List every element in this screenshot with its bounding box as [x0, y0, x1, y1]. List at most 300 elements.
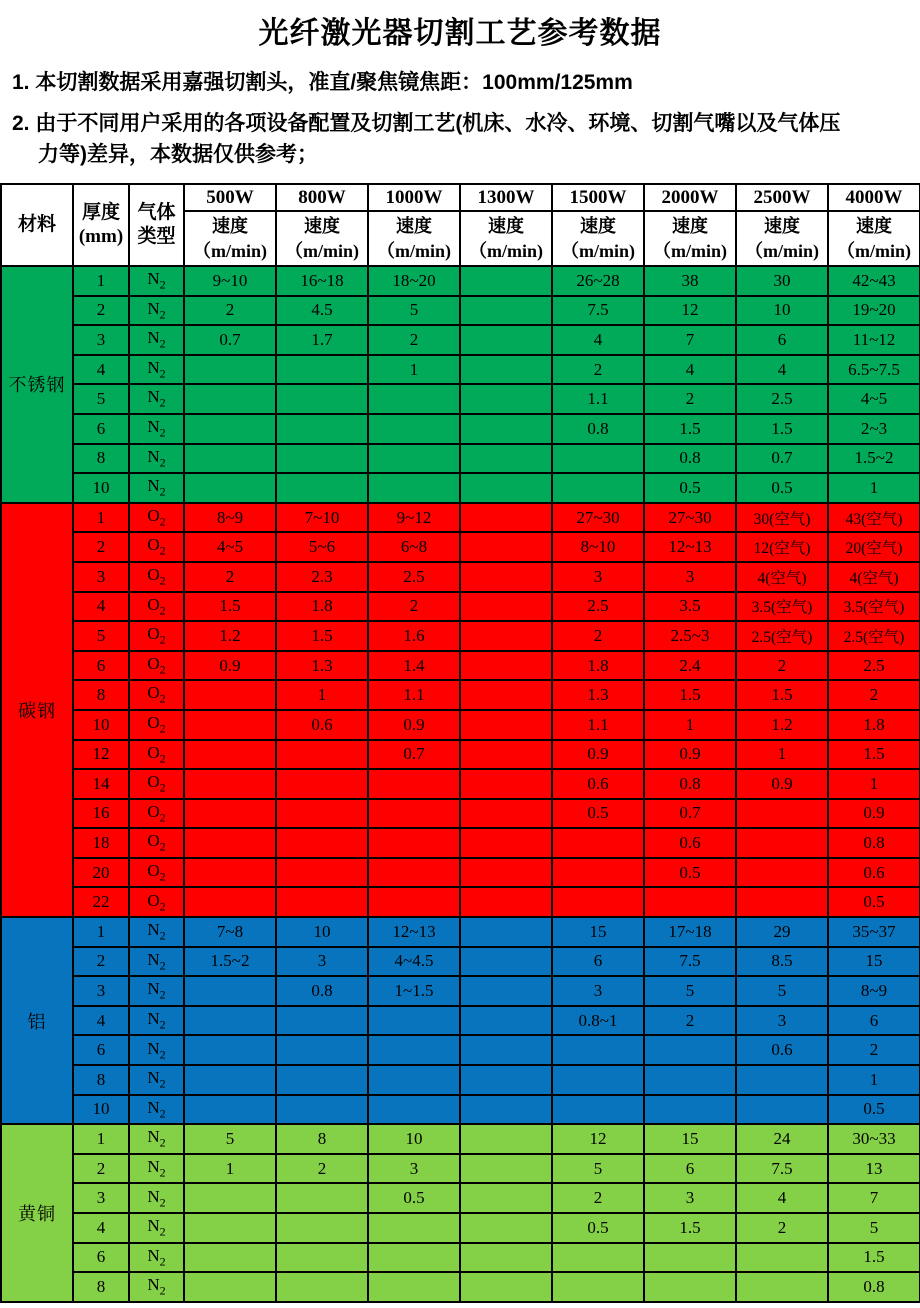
thickness-cell: 5: [73, 621, 129, 651]
speed-cell: [368, 858, 460, 888]
speed-cell: 6: [644, 1154, 736, 1184]
speed-cell: 1: [276, 680, 368, 710]
speed-cell: [276, 1213, 368, 1243]
speed-cell: 4: [644, 355, 736, 385]
speed-cell: 18~20: [368, 266, 460, 296]
speed-cell: [460, 1213, 552, 1243]
thickness-cell: 4: [73, 355, 129, 385]
table-row: [1, 976, 920, 1006]
speed-cell: [460, 592, 552, 622]
speed-cell: 5~6: [276, 532, 368, 562]
thickness-cell: 3: [73, 325, 129, 355]
speed-cell: [644, 1035, 736, 1065]
speed-label: 速度: [856, 216, 892, 237]
table-row: [1, 917, 920, 947]
table-row: [1, 532, 920, 562]
speed-cell: [184, 680, 276, 710]
table-row: [1, 947, 920, 977]
speed-cell: 5: [184, 1124, 276, 1154]
speed-cell: 7.5: [736, 1154, 828, 1184]
speed-cell: 1.4: [368, 651, 460, 681]
speed-cell: [368, 1035, 460, 1065]
speed-header: [368, 211, 460, 266]
speed-cell: 0.8: [644, 769, 736, 799]
speed-cell: 0.5: [368, 1183, 460, 1213]
speed-cell: [184, 769, 276, 799]
table-row: [1, 1183, 920, 1213]
speed-cell: 4(空气): [828, 562, 920, 592]
table-row: [1, 473, 920, 503]
speed-cell: [184, 1065, 276, 1095]
table-row: [1, 621, 920, 651]
speed-cell: 2.5(空气): [828, 621, 920, 651]
gas-type-cell: $N_2$: [129, 1213, 184, 1243]
speed-cell: 0.5: [644, 473, 736, 503]
speed-cell: 7~8: [184, 917, 276, 947]
speed-cell: 0.9: [644, 740, 736, 770]
speed-cell: [184, 858, 276, 888]
speed-cell: 0.8: [644, 444, 736, 474]
speed-cell: [276, 1095, 368, 1125]
gas-type-cell: $N_2$: [129, 947, 184, 977]
speed-cell: 2.5(空气): [736, 621, 828, 651]
power-header-1300w: 1300W: [460, 184, 552, 211]
speed-cell: [276, 1065, 368, 1095]
speed-cell: 30~33: [828, 1124, 920, 1154]
speed-cell: 0.5: [736, 473, 828, 503]
speed-cell: [460, 444, 552, 474]
notes-block: [12, 68, 920, 170]
speed-cell: 4(空气): [736, 562, 828, 592]
speed-cell: [460, 384, 552, 414]
speed-cell: 12: [644, 296, 736, 326]
material-cell: 黄铜: [1, 1124, 73, 1302]
speed-cell: [736, 1095, 828, 1125]
speed-cell: [368, 1006, 460, 1036]
table-row: [1, 887, 920, 917]
speed-cell: [368, 414, 460, 444]
material-cell: 铝: [1, 917, 73, 1124]
speed-cell: 2: [184, 562, 276, 592]
speed-cell: 2.3: [276, 562, 368, 592]
speed-cell: [460, 651, 552, 681]
speed-cell: [276, 473, 368, 503]
speed-cell: [368, 1243, 460, 1273]
speed-cell: 2.5: [552, 592, 644, 622]
speed-header: [644, 211, 736, 266]
speed-cell: [184, 1035, 276, 1065]
speed-cell: [184, 414, 276, 444]
table-row: [1, 1065, 920, 1095]
speed-cell: [184, 740, 276, 770]
speed-cell: 12~13: [368, 917, 460, 947]
speed-cell: 8.5: [736, 947, 828, 977]
speed-cell: 4~5: [184, 532, 276, 562]
speed-unit: （m/min): [653, 240, 727, 261]
page-title: 光纤激光器切割工艺参考数据: [258, 17, 662, 50]
speed-cell: 5: [736, 976, 828, 1006]
table-row: [1, 1213, 920, 1243]
speed-cell: 4.5: [276, 296, 368, 326]
speed-cell: [552, 1272, 644, 1302]
speed-cell: 27~30: [644, 503, 736, 533]
thickness-cell: 2: [73, 1154, 129, 1184]
table-row: [1, 1124, 920, 1154]
thickness-cell: 1: [73, 503, 129, 533]
speed-cell: [460, 325, 552, 355]
speed-cell: 1.8: [552, 651, 644, 681]
speed-cell: 10: [736, 296, 828, 326]
speed-cell: 10: [368, 1124, 460, 1154]
speed-cell: 0.5: [828, 887, 920, 917]
speed-cell: 1.5: [736, 414, 828, 444]
speed-cell: [552, 887, 644, 917]
speed-cell: 5: [828, 1213, 920, 1243]
thickness-cell: 4: [73, 1213, 129, 1243]
speed-cell: 20(空气): [828, 532, 920, 562]
speed-cell: 5: [552, 1154, 644, 1184]
speed-cell: 1.5: [828, 740, 920, 770]
speed-cell: 4: [736, 355, 828, 385]
speed-cell: 2.5: [828, 651, 920, 681]
speed-cell: [368, 1213, 460, 1243]
table-row: [1, 562, 920, 592]
speed-cell: [644, 1095, 736, 1125]
speed-cell: 0.7: [184, 325, 276, 355]
gas-type-cell: $O_2$: [129, 887, 184, 917]
speed-cell: [552, 858, 644, 888]
thickness-cell: 3: [73, 562, 129, 592]
gas-type-cell: $O_2$: [129, 592, 184, 622]
speed-cell: 3: [644, 1183, 736, 1213]
speed-label: 速度: [580, 216, 616, 237]
speed-label: 速度: [672, 216, 708, 237]
speed-cell: [460, 828, 552, 858]
thickness-cell: 12: [73, 740, 129, 770]
speed-cell: 3: [644, 562, 736, 592]
speed-label: 速度: [304, 216, 340, 237]
speed-cell: 1~1.5: [368, 976, 460, 1006]
speed-cell: 1.5: [276, 621, 368, 651]
speed-label: 速度: [212, 216, 248, 237]
speed-cell: [276, 384, 368, 414]
thickness-cell: 6: [73, 1035, 129, 1065]
speed-unit: （m/min): [469, 240, 543, 261]
gas-type-cell: $N_2$: [129, 473, 184, 503]
gas-type-cell: $O_2$: [129, 769, 184, 799]
speed-cell: 43(空气): [828, 503, 920, 533]
gas-type-cell: $O_2$: [129, 740, 184, 770]
speed-cell: 2~3: [828, 414, 920, 444]
table-row: [1, 828, 920, 858]
speed-cell: 17~18: [644, 917, 736, 947]
table-row: [1, 769, 920, 799]
speed-unit: （m/min): [561, 240, 635, 261]
gas-type-cell: $N_2$: [129, 384, 184, 414]
speed-cell: 2: [828, 1035, 920, 1065]
speed-cell: 2.5~3: [644, 621, 736, 651]
speed-cell: 1.5: [644, 414, 736, 444]
thickness-header: [73, 184, 129, 266]
power-header-row: [1, 184, 920, 211]
speed-cell: 1: [644, 710, 736, 740]
gas-type-cell: $N_2$: [129, 1065, 184, 1095]
speed-cell: [368, 828, 460, 858]
speed-cell: [368, 384, 460, 414]
power-header-2000w: 2000W: [644, 184, 736, 211]
thickness-cell: 8: [73, 1065, 129, 1095]
table-row: [1, 710, 920, 740]
thickness-cell: 4: [73, 1006, 129, 1036]
speed-cell: 2.5: [736, 384, 828, 414]
speed-cell: 1.3: [552, 680, 644, 710]
speed-cell: [460, 1272, 552, 1302]
table-row: [1, 266, 920, 296]
speed-cell: [460, 947, 552, 977]
speed-cell: [184, 355, 276, 385]
gas-type-cell: $O_2$: [129, 651, 184, 681]
speed-cell: [184, 444, 276, 474]
speed-cell: [276, 355, 368, 385]
cutting-data-table: [0, 183, 920, 1303]
speed-cell: 13: [828, 1154, 920, 1184]
gas-header-line2: 类型: [137, 226, 176, 247]
material-cell: 碳钢: [1, 503, 73, 917]
speed-cell: 6: [828, 1006, 920, 1036]
speed-cell: [552, 444, 644, 474]
speed-cell: [276, 444, 368, 474]
speed-cell: 1.2: [184, 621, 276, 651]
speed-cell: [276, 1006, 368, 1036]
speed-cell: [460, 740, 552, 770]
speed-cell: [460, 266, 552, 296]
speed-cell: 2: [184, 296, 276, 326]
speed-cell: [184, 976, 276, 1006]
speed-cell: 1.5~2: [184, 947, 276, 977]
table-row: [1, 355, 920, 385]
speed-cell: 8~10: [552, 532, 644, 562]
thickness-cell: 3: [73, 1183, 129, 1213]
power-header-800w: 800W: [276, 184, 368, 211]
speed-cell: 10: [276, 917, 368, 947]
speed-cell: 0.9: [828, 799, 920, 829]
speed-cell: [644, 1272, 736, 1302]
speed-cell: 2: [368, 592, 460, 622]
speed-cell: [460, 1006, 552, 1036]
speed-cell: [276, 1183, 368, 1213]
speed-cell: 3: [552, 976, 644, 1006]
speed-cell: 7.5: [644, 947, 736, 977]
speed-cell: [552, 1243, 644, 1273]
speed-cell: [184, 799, 276, 829]
gas-type-cell: $N_2$: [129, 266, 184, 296]
thickness-header-unit: (mm): [78, 226, 124, 247]
table-row: [1, 799, 920, 829]
speed-cell: 38: [644, 266, 736, 296]
table-row: [1, 1243, 920, 1273]
speed-cell: 1.8: [276, 592, 368, 622]
thickness-cell: 1: [73, 266, 129, 296]
speed-cell: 0.6: [736, 1035, 828, 1065]
speed-cell: 0.7: [368, 740, 460, 770]
speed-cell: [276, 799, 368, 829]
speed-header: [552, 211, 644, 266]
speed-cell: [552, 1035, 644, 1065]
speed-cell: 1.5: [828, 1243, 920, 1273]
speed-cell: [460, 976, 552, 1006]
speed-cell: 1.5: [644, 1213, 736, 1243]
speed-cell: [276, 769, 368, 799]
table-header: [1, 184, 920, 266]
gas-type-header: [129, 184, 184, 266]
speed-cell: [368, 799, 460, 829]
speed-cell: 30: [736, 266, 828, 296]
speed-cell: 2: [828, 680, 920, 710]
thickness-cell: 10: [73, 1095, 129, 1125]
speed-cell: [184, 1006, 276, 1036]
speed-cell: 7: [644, 325, 736, 355]
speed-cell: [736, 1243, 828, 1273]
note-2-line-1: 2. 由于不同用户采用的各项设备配置及切割工艺(机床、水冷、环境、切割气嘴以及气体压: [12, 112, 841, 135]
speed-cell: [184, 887, 276, 917]
speed-cell: [460, 503, 552, 533]
speed-unit: （m/min): [193, 240, 267, 261]
speed-cell: 0.8~1: [552, 1006, 644, 1036]
speed-cell: [460, 887, 552, 917]
speed-cell: [184, 710, 276, 740]
speed-cell: [460, 1124, 552, 1154]
speed-cell: 7.5: [552, 296, 644, 326]
speed-header: [460, 211, 552, 266]
speed-cell: [368, 473, 460, 503]
speed-cell: [736, 887, 828, 917]
speed-cell: [368, 1272, 460, 1302]
speed-header: [276, 211, 368, 266]
speed-cell: 6: [736, 325, 828, 355]
speed-cell: [184, 384, 276, 414]
speed-cell: [552, 1095, 644, 1125]
thickness-cell: 6: [73, 414, 129, 444]
speed-header: [828, 211, 920, 266]
gas-type-cell: $N_2$: [129, 1124, 184, 1154]
speed-cell: 1: [736, 740, 828, 770]
gas-type-cell: $O_2$: [129, 828, 184, 858]
speed-cell: [460, 1065, 552, 1095]
speed-cell: 8~9: [828, 976, 920, 1006]
speed-cell: 2: [552, 1183, 644, 1213]
table-row: [1, 1154, 920, 1184]
speed-cell: 35~37: [828, 917, 920, 947]
power-header-4000w: 4000W: [828, 184, 920, 211]
gas-type-cell: $N_2$: [129, 917, 184, 947]
speed-cell: [460, 769, 552, 799]
speed-cell: 1: [828, 1065, 920, 1095]
speed-cell: 5: [368, 296, 460, 326]
speed-cell: 2: [736, 651, 828, 681]
speed-cell: [736, 799, 828, 829]
speed-cell: 6.5~7.5: [828, 355, 920, 385]
speed-cell: [460, 1183, 552, 1213]
gas-type-cell: $O_2$: [129, 621, 184, 651]
speed-cell: [736, 1065, 828, 1095]
speed-cell: 1.5~2: [828, 444, 920, 474]
speed-cell: 2: [552, 621, 644, 651]
speed-unit: （m/min): [285, 240, 359, 261]
speed-cell: 4~4.5: [368, 947, 460, 977]
speed-cell: 30(空气): [736, 503, 828, 533]
speed-cell: [460, 1243, 552, 1273]
speed-cell: [368, 769, 460, 799]
speed-cell: 2: [644, 384, 736, 414]
speed-label: 速度: [488, 216, 524, 237]
speed-unit: （m/min): [837, 240, 911, 261]
speed-cell: [460, 1154, 552, 1184]
speed-header: [736, 211, 828, 266]
speed-cell: [276, 887, 368, 917]
speed-cell: [184, 1095, 276, 1125]
speed-cell: 2.5: [368, 562, 460, 592]
speed-cell: [368, 444, 460, 474]
gas-type-cell: $O_2$: [129, 680, 184, 710]
speed-cell: [644, 887, 736, 917]
speed-cell: 8~9: [184, 503, 276, 533]
speed-cell: [460, 680, 552, 710]
speed-cell: 3: [552, 562, 644, 592]
table-row: [1, 1035, 920, 1065]
speed-cell: 2: [736, 1213, 828, 1243]
speed-cell: [736, 828, 828, 858]
speed-cell: 1: [828, 769, 920, 799]
speed-cell: 16~18: [276, 266, 368, 296]
speed-cell: [644, 1065, 736, 1095]
speed-cell: 0.7: [736, 444, 828, 474]
gas-type-cell: $N_2$: [129, 355, 184, 385]
speed-cell: 1: [828, 473, 920, 503]
thickness-cell: 10: [73, 473, 129, 503]
speed-cell: [460, 414, 552, 444]
note-1: 1. 本切割数据采用嘉强切割头，准直/聚焦镜焦距：100mm/125mm: [12, 71, 633, 94]
speed-cell: [736, 1272, 828, 1302]
table-row: [1, 1272, 920, 1302]
speed-cell: 3.5(空气): [736, 592, 828, 622]
note-2-line-2: 力等)差异，本数据仅供参考；: [38, 143, 318, 166]
speed-cell: [276, 1035, 368, 1065]
speed-cell: 0.9: [184, 651, 276, 681]
gas-type-cell: $O_2$: [129, 503, 184, 533]
speed-cell: 1.3: [276, 651, 368, 681]
speed-cell: 0.8: [276, 976, 368, 1006]
thickness-cell: 8: [73, 680, 129, 710]
speed-cell: 0.5: [552, 1213, 644, 1243]
speed-cell: 0.6: [276, 710, 368, 740]
speed-cell: [460, 917, 552, 947]
speed-label: 速度: [764, 216, 800, 237]
thickness-cell: 20: [73, 858, 129, 888]
table-row: [1, 1095, 920, 1125]
speed-cell: 3.5: [644, 592, 736, 622]
speed-cell: [552, 473, 644, 503]
speed-cell: 4: [552, 325, 644, 355]
speed-cell: 9~10: [184, 266, 276, 296]
table-body: [1, 266, 920, 1302]
speed-cell: [460, 799, 552, 829]
speed-cell: 0.8: [828, 1272, 920, 1302]
speed-cell: 2.4: [644, 651, 736, 681]
gas-type-cell: $N_2$: [129, 1272, 184, 1302]
speed-cell: [276, 414, 368, 444]
speed-cell: 1: [184, 1154, 276, 1184]
speed-cell: [460, 532, 552, 562]
